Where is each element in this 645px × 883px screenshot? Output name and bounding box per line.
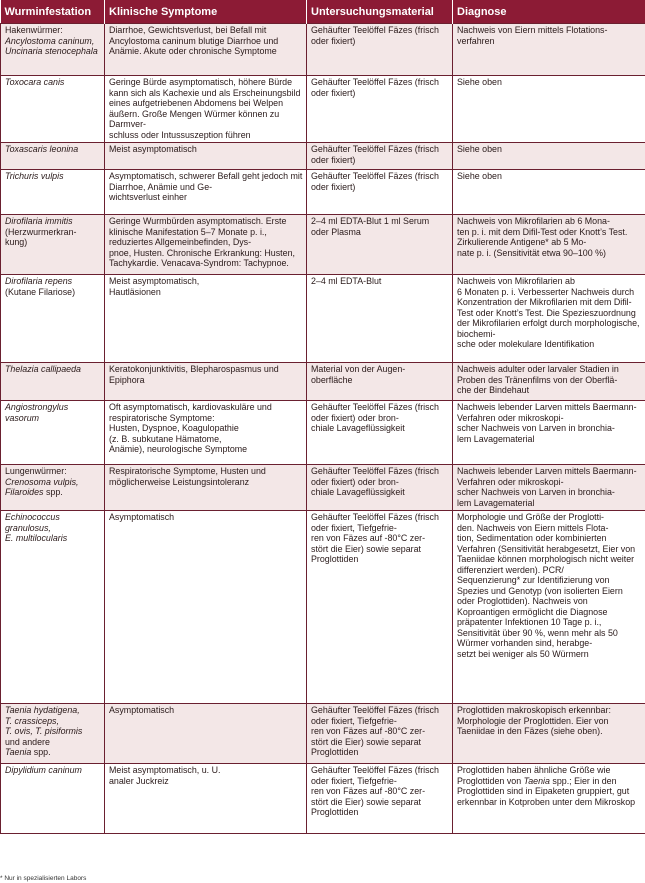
- material-cell: Gehäufter Teelöffel Fäzes (frisch oder fixiert, Tiefgefrie- ren von Fäzes auf -80°C zer- stört die Eier) sowie separat Proglottiden: [307, 511, 453, 704]
- symptoms-cell: Oft asymptomatisch, kardiovaskuläre und respiratorische Symptome: Husten, Dyspnoe, Koagulopathie (z. B. subkutane Hämatome, Anämie), neurologische Symptome: [105, 401, 307, 465]
- symptoms-cell: Meist asymptomatisch: [105, 143, 307, 170]
- diagnosis-cell: Siehe oben: [453, 76, 645, 143]
- symptoms-cell: Geringe Wurmbürden asymptomatisch. Erste klinische Manifestation 5–7 Monate p. i., reduziertes Allgemeinbefinden, Dys- pnoe, Husten. Chronische Erkrankung: Husten, Tachykardie. Venacava-Syndrom: Tachypnoe.: [105, 215, 307, 275]
- italic-text: Dipylidium caninum: [5, 765, 82, 775]
- material-cell: Gehäufter Teelöffel Fäzes (frisch oder fixiert): [307, 24, 453, 76]
- symptoms-cell: Asymptomatisch: [105, 704, 307, 764]
- italic-text: Ancylostoma caninum, Uncinaria stenocephala: [5, 35, 98, 56]
- worm-cell: [1, 143, 105, 170]
- italic-text: Toxascaris leonina: [5, 144, 79, 154]
- table-row: [1, 363, 645, 401]
- text: (Kutane Filariose): [5, 286, 76, 297]
- material-cell: Gehäufter Teelöffel Fäzes (frisch oder fixiert): [307, 76, 453, 143]
- material-cell: 2–4 ml EDTA-Blut: [307, 275, 453, 363]
- worm-cell: [1, 170, 105, 215]
- text: Lungenwürmer:: [5, 466, 67, 476]
- table-body: [1, 24, 645, 834]
- italic-text: Taenia hydatigena, T. crassiceps, T. ovis, T. pisiformis: [5, 705, 83, 736]
- worm-cell: [1, 76, 105, 143]
- diagnosis-cell: Nachweis lebender Larven mittels Baermann-Verfahren oder mikroskopi- scher Nachweis von Larven in bronchia- lem Lavagematerial: [453, 401, 645, 465]
- worm-cell: [1, 363, 105, 401]
- italic-text: Dirofilaria repens: [5, 276, 73, 286]
- diagnosis-cell: Nachweis von Mikrofilarien ab 6 Monaten p. i. Verbesserter Nachweis durch Konzentration der Mikrofilarien mit dem Difil-Test oder Knott’s Test. Die Spezieszuordnung der Mikrofilarien erfolgt durch morphologische, biochemi- sche oder molekulare Identifikation: [453, 275, 645, 363]
- text: spp.: [31, 747, 51, 757]
- header-klinische-symptome: Klinische Symptome: [105, 0, 307, 24]
- text: spp.: [43, 487, 63, 497]
- diagnosis-cell: Nachweis lebender Larven mittels Baermann-Verfahren oder mikroskopi- scher Nachweis von Larven in bronchia- lem Lavagematerial: [453, 465, 645, 511]
- symptoms-cell: Geringe Bürde asymptomatisch, höhere Bürde kann sich als Kachexie und als Erscheinungsbild eines aufgetriebenen Abdomens bei Welpen äußern. Große Mengen Würmer können zu Darmver- schluss oder Intussuszeption führen: [105, 76, 307, 143]
- italic-text: Echinococcus granulosus, E. multilocularis: [5, 512, 68, 543]
- table-row: [1, 275, 645, 363]
- worm-cell: [1, 215, 105, 275]
- footnote: * Nur in spezialisierten Labors: [0, 875, 87, 882]
- diagnosis-cell: Nachweis von Mikrofilarien ab 6 Mona- ten p. i. mit dem Difil-Test oder Knott’s Test. Zirkulierende Antigene* ab 5 Mo- nate p. i. (Sensitivität etwa 90–100 %): [453, 215, 645, 275]
- table-header-row: [1, 0, 645, 24]
- italic-text: Thelazia callipaeda: [5, 364, 81, 374]
- worm-cell: [1, 511, 105, 704]
- text: spp.; Eier in den Proglottiden sind in Eipaketen gruppiert, gut erkennbar in Kotproben unter dem Mikroskop: [457, 775, 636, 807]
- worm-cell: [1, 24, 105, 76]
- table-row: [1, 764, 645, 834]
- worm-cell: [1, 275, 105, 363]
- text: (Herzwurmerkran- kung): [5, 226, 77, 247]
- italic-text: Taenia: [5, 747, 32, 757]
- table-row: [1, 465, 645, 511]
- symptoms-cell: Diarrhoe, Gewichtsverlust, bei Befall mit Ancylostoma caninum blutige Diarrhoe und Anämie. Akute oder chronische Symptome: [105, 24, 307, 76]
- worm-cell: [1, 764, 105, 834]
- text: Hakenwürmer:: [5, 25, 63, 35]
- italic-text: Toxocara canis: [5, 77, 65, 87]
- table-row: [1, 401, 645, 465]
- table-row: [1, 76, 645, 143]
- worm-cell: [1, 704, 105, 764]
- diagnosis-cell: [453, 764, 645, 834]
- diagnosis-cell: Nachweis adulter oder larvaler Stadien in Proben des Tränenfilms von der Oberflä- che der Bindehaut: [453, 363, 645, 401]
- worm-cell: [1, 465, 105, 511]
- italic-text: Dirofilaria immitis: [5, 216, 73, 226]
- material-cell: Gehäufter Teelöffel Fäzes (frisch oder fixiert, Tiefgefrie- ren von Fäzes auf -80°C zer- stört die Eier) sowie separat Proglottiden: [307, 704, 453, 764]
- italic-text: Trichuris vulpis: [5, 171, 64, 181]
- symptoms-cell: Asymptomatisch: [105, 511, 307, 704]
- table-row: [1, 704, 645, 764]
- symptoms-cell: Meist asymptomatisch, u. U. analer Juckreiz: [105, 764, 307, 834]
- material-cell: Gehäufter Teelöffel Fäzes (frisch oder fixiert): [307, 143, 453, 170]
- table-row: [1, 143, 645, 170]
- symptoms-cell: Asymptomatisch, schwerer Befall geht jedoch mit Diarrhoe, Anämie und Ge- wichtsverlust einher: [105, 170, 307, 215]
- diagnosis-cell: Siehe oben: [453, 170, 645, 215]
- text: und andere: [5, 736, 50, 747]
- material-cell: Material von der Augen- oberfläche: [307, 363, 453, 401]
- material-cell: Gehäufter Teelöffel Fäzes (frisch oder fixiert) oder bron- chiale Lavageflüssigkeit: [307, 401, 453, 465]
- material-cell: Gehäufter Teelöffel Fäzes (frisch oder fixiert): [307, 170, 453, 215]
- italic-text: Angiostrongylus vasorum: [5, 402, 69, 423]
- material-cell: Gehäufter Teelöffel Fäzes (frisch oder fixiert, Tiefgefrie- ren von Fäzes auf -80°C zer- stört die Eier) sowie separat Proglottiden: [307, 764, 453, 834]
- text: Proglottiden haben ähnliche Größe wie Proglottiden von: [457, 765, 611, 786]
- table-row: [1, 215, 645, 275]
- symptoms-cell: Respiratorische Symptome, Husten und möglicherweise Leistungsintoleranz: [105, 465, 307, 511]
- symptoms-cell: Meist asymptomatisch, Hautläsionen: [105, 275, 307, 363]
- material-cell: Gehäufter Teelöffel Fäzes (frisch oder fixiert) oder bron- chiale Lavageflüssigkeit: [307, 465, 453, 511]
- header-diagnose: Diagnose: [453, 0, 645, 24]
- header-untersuchungsmaterial: Untersuchungsmaterial: [307, 0, 453, 24]
- diagnosis-cell: Nachweis von Eiern mittels Flotations- verfahren: [453, 24, 645, 76]
- material-cell: 2–4 ml EDTA-Blut 1 ml Serum oder Plasma: [307, 215, 453, 275]
- table-row: [1, 170, 645, 215]
- table-row: [1, 511, 645, 704]
- italic-text: Taenia: [523, 775, 550, 786]
- header-wurminfestation: Wurminfestation: [1, 0, 105, 24]
- diagnosis-cell: Morphologie und Größe der Proglotti- den. Nachweis von Eiern mittels Flota- tion, Sedimentation oder kombinierten Verfahren (Sensitivität herabgesetzt, Eier von Taeniidae können morphologisch nicht weiter differenziert werden). PCR/ Sequenzierung* zur Identifizierung von Spezies und Genotyp (von isolierten Eiern oder Proglottiden). Nachweis von Koproantigen ermöglicht die Diagnose präpatenter Infektionen 10 Tage p. i., Sensitivität über 90 %, wenn mehr als 50 Würmer vorhanden sind, herabge- setzt bei weniger als 50 Würmern: [453, 511, 645, 704]
- italic-text: Crenosoma vulpis, Filaroides: [5, 476, 79, 497]
- diagnosis-cell: Proglottiden makroskopisch erkennbar: Morphologie der Proglottiden. Eier von Taeniidae in den Fäzes (siehe oben).: [453, 704, 645, 764]
- symptoms-cell: Keratokonjunktivitis, Blepharospasmus und Epiphora: [105, 363, 307, 401]
- worm-cell: [1, 401, 105, 465]
- table-row: [1, 24, 645, 76]
- diagnosis-cell: Siehe oben: [453, 143, 645, 170]
